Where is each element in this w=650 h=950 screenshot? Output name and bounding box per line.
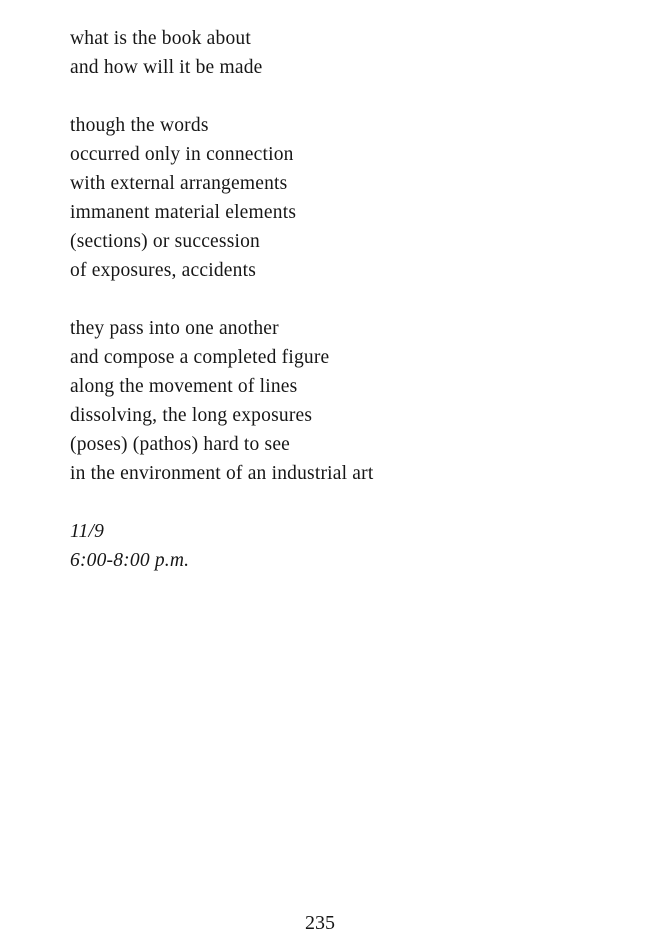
poem-line: what is the book about: [70, 28, 251, 49]
poem-line: dissolving, the long exposures: [70, 405, 313, 426]
page-number: 235: [305, 912, 335, 934]
poem-dateline: [70, 517, 610, 575]
poem-stanza-1: [70, 24, 610, 82]
poem-line: and how will it be made: [70, 57, 263, 78]
poem-line: with external arrangements: [70, 173, 288, 194]
poem-line: they pass into one another: [70, 318, 279, 339]
poem-line: and compose a completed figure: [70, 347, 330, 368]
dateline-time: 6:00-8:00 p.m.: [70, 550, 190, 571]
poem-line: occurred only in connection: [70, 144, 294, 165]
poem-line: (sections) or succession: [70, 231, 261, 252]
poem-line: (poses) (pathos) hard to see: [70, 434, 291, 455]
poem-stanza-2: [70, 111, 610, 285]
poem-line: immanent material elements: [70, 202, 297, 223]
dateline-date: 11/9: [70, 521, 105, 542]
poem-line: of exposures, accidents: [70, 260, 256, 281]
book-page: [70, 24, 610, 604]
poem-line: in the environment of an industrial art: [70, 463, 374, 484]
poem-stanza-3: [70, 314, 610, 488]
poem-line: though the words: [70, 115, 209, 136]
poem-line: along the movement of lines: [70, 376, 298, 397]
